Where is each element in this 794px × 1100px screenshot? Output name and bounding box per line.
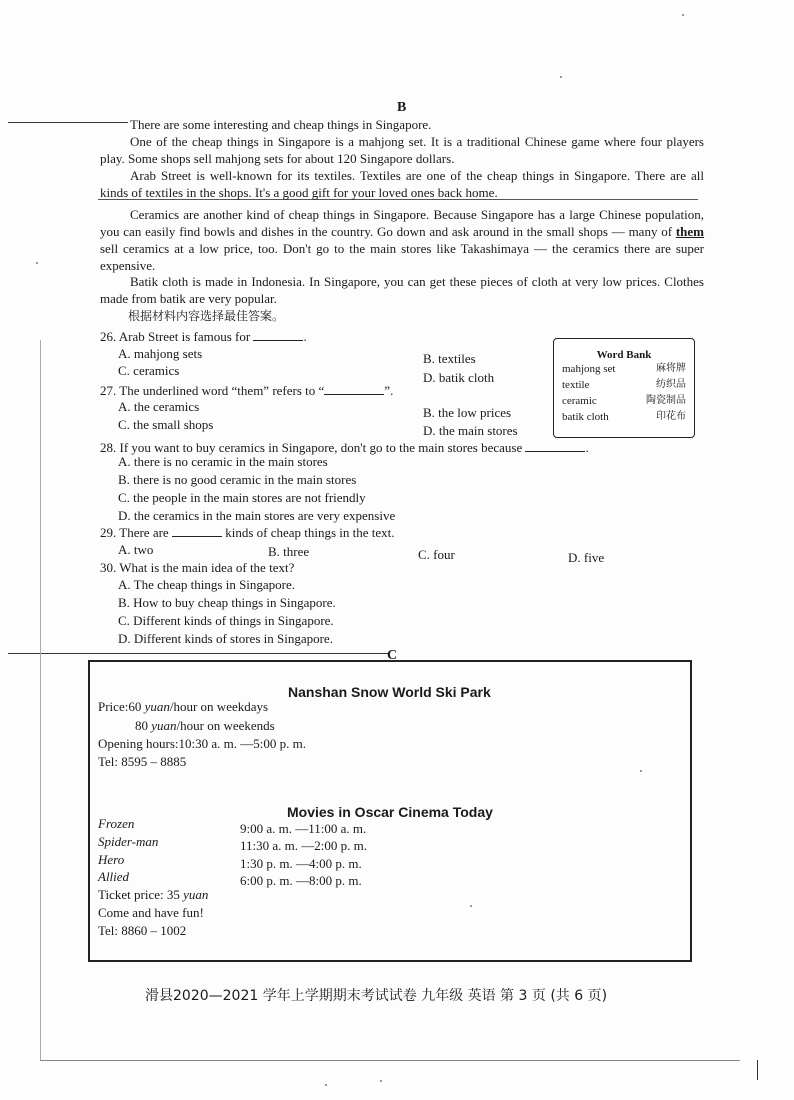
movie-name: Frozen — [98, 816, 135, 831]
ski-price-weekdays — [98, 698, 268, 715]
option-b[interactable]: B. there is no good ceramic in the main stores — [118, 472, 357, 487]
word-bank-row — [554, 409, 694, 425]
movie-time: 9:00 a. m. —11:00 a. m. — [240, 821, 367, 836]
word-bank-title: Word Bank — [596, 349, 652, 361]
word-bank — [553, 338, 695, 438]
movie-name: Hero — [98, 852, 125, 867]
question-30 — [100, 559, 294, 576]
price-unit: yuan — [151, 718, 177, 733]
question-suffix: kinds of cheap things in the text. — [225, 525, 395, 540]
price-prefix: Price:60 — [98, 699, 145, 714]
scan-line-right — [757, 1060, 758, 1080]
option-b[interactable]: B. three — [268, 544, 310, 559]
movie-time: 1:30 p. m. —4:00 p. m. — [240, 856, 362, 871]
ceramics-text-part2: many of — [628, 224, 673, 239]
option-b[interactable]: B. How to buy cheap things in Singapore. — [118, 595, 336, 610]
word-en: textile — [562, 379, 590, 391]
movie-time: 6:00 p. m. —8:00 p. m. — [240, 873, 362, 888]
scan-speck — [380, 1080, 382, 1082]
option-a[interactable]: A. two — [118, 542, 154, 557]
word-en: ceramic — [562, 395, 597, 407]
paragraph-mahjong: One of the cheap things in Singapore is a mahjong set. It is a traditional Chinese game where four players play. Some shops sell mahjong sets for about 120 Singapore dollars. — [100, 134, 704, 166]
question-stem: 30. What is the main idea of the text? — [100, 560, 295, 575]
option-b[interactable]: B. the low prices — [423, 405, 512, 420]
option-b[interactable]: B. textiles — [423, 351, 476, 366]
question-suffix: . — [585, 440, 589, 455]
word-bank-row — [554, 361, 694, 377]
ski-telephone: Tel: 8595 – 8885 — [98, 754, 187, 769]
price-prefix: 80 — [135, 718, 152, 733]
section-b-label: B — [397, 100, 407, 115]
word-cn: 纺织品 — [656, 379, 686, 390]
option-a[interactable]: A. there is no ceramic in the main stores — [118, 454, 328, 469]
ceramics-text-part1: Ceramics are another kind of cheap things in Singapore. Because Singapore has a large Chinese population, you can easily find bowls and dishes in the country. Go down and ask around in the small shops — — [100, 207, 704, 239]
option-c[interactable]: C. four — [418, 547, 455, 562]
section-c-label: C — [387, 648, 398, 663]
paragraph-ceramics — [100, 206, 704, 274]
option-c[interactable]: C. the people in the main stores are not friendly — [118, 490, 366, 505]
price-suffix: /hour on weekdays — [169, 699, 269, 714]
cinema-slogan: Come and have fun! — [98, 905, 204, 920]
option-c[interactable]: C. Different kinds of things in Singapore. — [118, 613, 334, 628]
ticket-prefix: Ticket price: 35 — [98, 887, 184, 902]
question-suffix: ”. — [384, 383, 394, 398]
movie-name: Allied — [98, 869, 130, 884]
paragraph-textiles: Arab Street is well-known for its textiles. Textiles are one of the cheap things in Singapore. There are all kinds of textiles in the shops. It's a good gift for your loved ones back home. — [100, 168, 704, 200]
scan-speck — [325, 1084, 327, 1086]
option-d[interactable]: D. five — [568, 550, 605, 565]
question-29 — [100, 524, 395, 541]
option-d[interactable]: D. Different kinds of stores in Singapore. — [118, 631, 333, 646]
word-cn: 麻将牌 — [656, 363, 686, 374]
answer-blank[interactable] — [324, 382, 384, 395]
price-unit: yuan — [144, 699, 170, 714]
option-a[interactable]: A. The cheap things in Singapore. — [118, 577, 296, 592]
scan-line-left — [40, 340, 41, 1060]
cinema-telephone: Tel: 8860 – 1002 — [98, 923, 187, 938]
option-d[interactable]: D. the ceramics in the main stores are very expensive — [118, 508, 396, 523]
scan-speck — [682, 14, 684, 16]
word-en: batik cloth — [562, 411, 609, 423]
ski-price-weekends — [135, 717, 275, 734]
paragraph-intro: There are some interesting and cheap things in Singapore. — [130, 117, 432, 132]
option-a[interactable]: A. the ceramics — [118, 399, 200, 414]
answer-blank[interactable] — [172, 524, 222, 537]
ticket-unit: yuan — [183, 887, 209, 902]
answer-blank[interactable] — [525, 439, 585, 452]
option-d[interactable]: D. batik cloth — [423, 370, 495, 385]
option-d[interactable]: D. the main stores — [423, 423, 518, 438]
movie-time: 11:30 a. m. —2:00 p. m. — [240, 838, 367, 853]
question-27 — [100, 382, 393, 399]
paragraph-batik: Batik cloth is made in Indonesia. In Singapore, you can get these pieces of cloth at very low prices. Clothes made from batik are very popular. — [100, 274, 704, 306]
ski-park-title: Nanshan Snow World Ski Park — [288, 684, 491, 700]
word-bank-row — [554, 393, 694, 409]
price-suffix: /hour on weekends — [176, 718, 275, 733]
notice-box — [88, 660, 692, 962]
word-bank-row — [554, 377, 694, 393]
question-suffix: . — [303, 329, 307, 344]
option-c[interactable]: C. ceramics — [118, 363, 180, 378]
scan-speck — [36, 262, 38, 264]
underlined-word-them: them — [675, 224, 705, 239]
scan-speck — [470, 905, 472, 907]
option-a[interactable]: A. mahjong sets — [118, 346, 203, 361]
scan-line-top — [8, 122, 128, 123]
question-stem: 29. There are — [100, 525, 169, 540]
ticket-price — [98, 886, 208, 903]
question-26 — [100, 328, 307, 345]
page-footer: 滑县2020—2021 学年上学期期末考试试卷 九年级 英语 第 3 页 (共 6 页) — [145, 988, 608, 1004]
scan-line-bottom — [40, 1060, 740, 1061]
scan-speck — [640, 770, 642, 772]
cinema-title: Movies in Oscar Cinema Today — [287, 804, 493, 820]
question-stem: 26. Arab Street is famous for — [100, 329, 251, 344]
scan-speck — [560, 76, 562, 78]
ceramics-text-part3: sell ceramics at a low price, too. Don't go to the main stores like Takashimaya — the ceramics there are super expensive. — [100, 241, 704, 273]
answer-blank[interactable] — [253, 328, 303, 341]
question-stem: 27. The underlined word “them” refers to “ — [100, 383, 325, 398]
instruction-text: 根据材料内容选择最佳答案。 — [128, 309, 285, 323]
word-cn: 陶瓷制品 — [646, 395, 686, 406]
movie-name: Spider-man — [98, 834, 159, 849]
scan-line-c — [8, 653, 388, 654]
question-stem: 28. If you want to buy ceramics in Singapore, don't go to the main stores because — [100, 440, 523, 455]
ski-opening-hours: Opening hours:10:30 a. m. —5:00 p. m. — [98, 736, 306, 751]
word-cn: 印花布 — [656, 411, 686, 422]
word-en: mahjong set — [562, 363, 616, 375]
option-c[interactable]: C. the small shops — [118, 417, 214, 432]
